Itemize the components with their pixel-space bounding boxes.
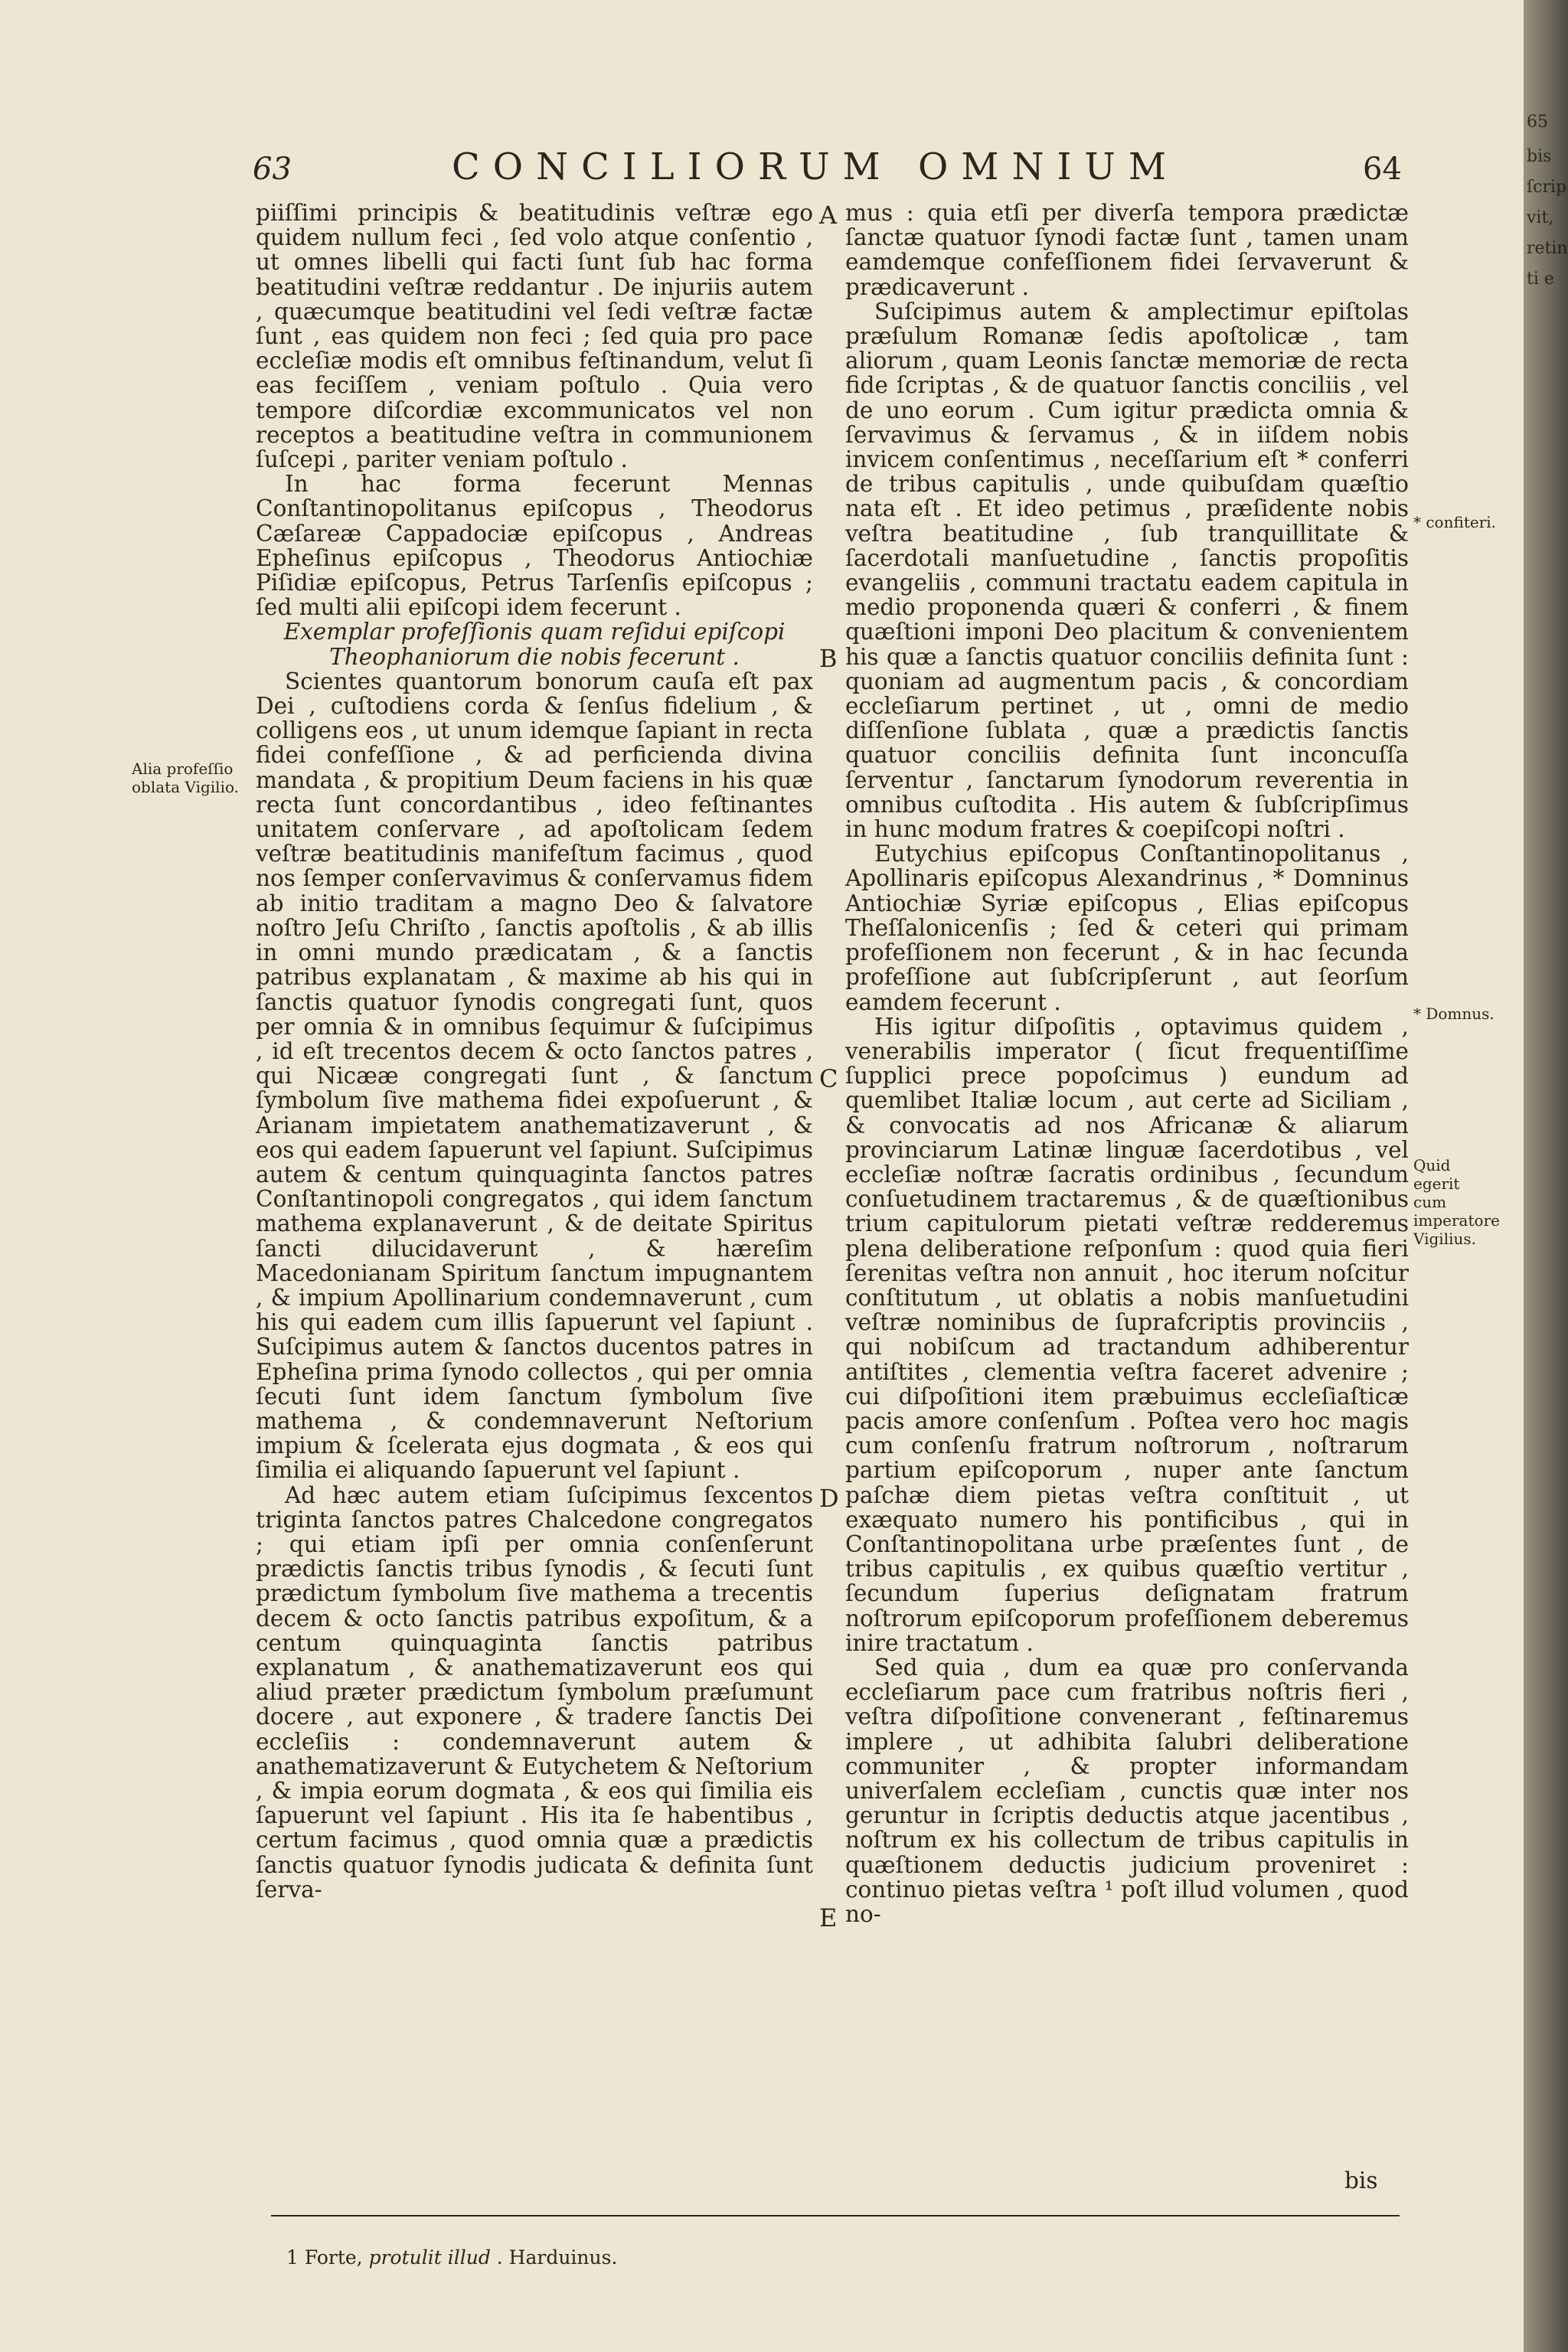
paragraph: His igitur diſpoſitis , optavimus quidem , venerabilis imperator ( ſicut frequentiſſime ſupplici prece popoſcimus ) eundum ad quemlibet Italiæ locum , aut certe ad Siciliam , & convocatis ad nos Africanæ & aliarum provinciarum Latinæ linguæ ſacerdotibus , vel eccleſiæ noſtræ ſacratis ordinibus , ſecundum conſuetudinem tractaremus , & de quæſtionibus trium capitulorum pietati veſtræ redderemus plena deliberatione reſponſum : quod quia fieri ſerenitas veſtra non annuit , hoc iterum noſcitur conſtitutum , ut oblatis a nobis manſuetudini veſtræ nominibus de ſuprafcriptis provinciis , qui nobiſcum ad tractandum adhiberentur antiſtites , clementia veſtra faceret advenire ; cui diſpoſitioni item præbuimus eccleſiaſticæ pacis amore conſenſum . Poſtea vero hoc magis cum conſenſu fratrum noſtrorum , noſtrarum partium epiſcoporum , nuper ante ſanctum paſchæ diem pietas veſtra conſtituit , ut exæquato numero his pontificibus , qui in Conſtantinopolitana urbe præſentes ſunt , de tribus capitulis , ex quibus quæſtio vertitur , ſecundum ſuperius deſignatam fratrum noſtrorum epiſcoporum profeſſionem deberemus inire tractatum . (845, 1013, 1409, 1656)
page-number-left: 63 (253, 152, 292, 187)
margin-note-alia-professio: Alia profeſſio oblata Vigilio. (132, 760, 240, 796)
footnote-italic: protulit illud (368, 2246, 491, 2269)
right-column (845, 201, 1409, 1926)
edge-line: ti e (1527, 270, 1554, 289)
footnote-author: . Harduinus. (496, 2246, 618, 2269)
footnote-rule (271, 2215, 1400, 2216)
section-marker-d: D (819, 1484, 839, 1513)
left-column (256, 201, 813, 1902)
margin-note-quid-egerit: Quid egerit cum imperatore Vigilius. (1413, 1156, 1500, 1248)
section-marker-c: C (819, 1064, 838, 1093)
edge-line: 65 (1527, 113, 1548, 132)
section-marker-a: A (819, 201, 838, 230)
page-header (0, 145, 1524, 191)
section-marker-b: B (819, 644, 838, 673)
paragraph: mus : quia etſi per diverſa tempora prædictæ ſanctæ quatuor ſynodi factæ ſunt , tamen unam eamdemque confeſſionem fidei ſervaverunt & prædicaverunt . (845, 200, 1409, 300)
paragraph: Suſcipimus autem & amplectimur epiſtolas præſulum Romanæ ſedis apoſtolicæ , tam aliorum , quam Leonis ſanctæ memoriæ de recta fide ſcriptas , & de quatuor ſanctis conciliis , vel de uno eorum . Cum igitur prædicta omnia & ſervavimus & ſervamus , & in iiſdem nobis invicem conſentimus , neceſſarium eſt * conferri de tribus capitulis , unde quibuſdam quæſtio nata eſt . Et ideo petimus , præſidente nobis veſtra beatitudine , ſub tranquillitate & ſacerdotali manſuetudine , ſanctis propoſitis evangeliis , communi tractatu eadem capitula in medio proponenda quæri & conferri , & finem quæſtioni imponi Deo placitum & convenientem his quæ a ſanctis quatuor conciliis definita ſunt : quoniam ad augmentum pacis , & concordiam eccleſiarum pertinet , ut , omni de medio diſſenſione ſublata , quæ a prædictis ſanctis quatuor conciliis definita ſunt inconcuſſa ſerventur , ſanctarum ſynodorum reverentia in omnibus cuſtodita . His autem & ſubſcripſimus in hunc modum fratres & coepiſcopi noſtri . (845, 298, 1409, 843)
margin-note-domnus: * Domnus. (1413, 1004, 1494, 1023)
paragraph: piiſſimi principis & beatitudinis veſtræ ego quidem nullum feci , ſed volo atque conſentio , ut omnes libelli qui facti ſunt ſub hac forma beatitudini veſtræ reddantur . De injuriis autem , quæcumque beatitudini vel ſedi veſtræ factæ ſunt , eas quidem non feci ; ſed quia pro pace eccleſiæ modis eſt omnibus feſtinandum, velut ſi eas feciſſem , veniam poſtulo . Quia vero tempore diſcordiæ excommunicatos vel non receptos a beatitudine veſtra in communionem ſuſcepi , pariter veniam poſtulo . (256, 200, 813, 473)
section-heading: Exemplar profeſſionis quam reſidui epiſcopi Theophaniorum die nobis fecerunt . (283, 619, 786, 670)
paragraph: Scientes quantorum bonorum cauſa eſt pax Dei , cuſtodiens corda & ſenſus fidelium , & colligens eos , ut unum idemque ſapiant in recta fidei confeſſione , & ad perficienda divina mandata , & propitium Deum faciens in his quæ recta ſunt concordantibus , ideo feſtinantes unitatem conſervare , ad apoſtolicam ſedem veſtræ beatitudinis manifeſtum facimus , quod nos ſemper conſervavimus & conſervamus fidem ab initio traditam a magno Deo & ſalvatore noſtro Jeſu Chriſto , ſanctis apoſtolis , & ab illis in omni mundo prædicatam , & a ſanctis patribus explanatam , & maxime ab his qui in ſanctis quatuor ſynodis congregati ſunt, quos per omnia & in omnibus ſequimur & ſuſcipimus , id eſt trecentos decem & octo ſanctos patres , qui Nicææ congregati ſunt , & ſanctum ſymbolum ſive mathema fidei expoſuerunt , & Arianam impietatem anathematizaverunt , & eos qui eadem ſapuerunt vel ſapiunt. Suſcipimus autem & centum quinquaginta ſanctos patres Conſtantinopoli congregatos , qui idem ſanctum mathema explanaverunt , & de deitate Spiritus ſancti dilucidaverunt , & hæreſim Macedonianam Spiritum ſanctum impugnantem , & impium Apollinarium condemnaverunt , cum his qui eadem cum illis ſapuerunt vel ſapiunt . Suſcipimus autem & ſanctos ducentos patres in Epheſina prima ſynodo collectos , qui per omnia ſecuti ſunt idem ſanctum ſymbolum ſive mathema , & condemnaverunt Neſtorium impium & ſcelerata ejus dogmata , & eos qui ſimilia ei aliquando ſapuerunt vel ſapiunt . (256, 668, 813, 1484)
footnote-number: 1 (286, 2246, 299, 2269)
catchword: bis (1344, 2167, 1378, 2194)
next-page-edge (1524, 0, 1568, 2352)
footnote (286, 2246, 617, 2269)
edge-line: bis (1527, 147, 1552, 166)
paragraph: Eutychius epiſcopus Conſtantinopolitanus , Apollinaris epiſcopus Alexandrinus , * Domninus Antiochiæ Syriæ epiſcopus , Elias epiſcopus Theſſalonicenſis ; ſed & ceteri qui primam profeſſionem non fecerunt , & in hac ſecunda profeſſione aut ſubſcripſerunt , aut ſeorſum eamdem fecerunt . (845, 841, 1409, 1015)
edge-line: vit, (1527, 208, 1554, 227)
paragraph: Ad hæc autem etiam ſuſcipimus ſexcentos triginta ſanctos patres Chalcedone congregatos ; qui etiam ipſi per omnia conſenſerunt prædictis ſanctis tribus ſynodis , & ſecuti ſunt prædictum ſymbolum ſive mathema a trecentis decem & octo ſanctis patribus expoſitum, & a centum quinquaginta ſanctis patribus explanatum , & anathematizaverunt eos qui aliud præter prædictum ſymbolum præſumunt docere , aut exponere , & tradere ſanctis Dei eccleſiis : condemnaverunt autem & anathematizaverunt & Eutychetem & Neſtorium , & impia eorum dogmata , & eos qui ſimilia eis ſapuerunt vel ſapiunt . His ita ſe habentibus , certum facimus , quod omnia quæ a prædictis ſanctis quatuor ſynodis judicata & definita ſunt ſerva- (256, 1481, 813, 1903)
page-number-right: 64 (1363, 152, 1402, 187)
footnote-text: Forte, (304, 2246, 363, 2269)
edge-line: retin (1527, 239, 1568, 258)
margin-note-confiteri: * confiteri. (1413, 513, 1497, 531)
running-title: CONCILIORUM OMNIUM (452, 145, 1180, 188)
edge-line: ſcrip (1527, 178, 1567, 197)
paragraph: In hac forma fecerunt Mennas Conſtantinopolitanus epiſcopus , Theodorus Cæſareæ Cappadociæ epiſcopus , Andreas Epheſinus epiſcopus , Theodorus Antiochiæ Piſidiæ epiſcopus, Petrus Tarſenſis epiſcopus ; ſed multi alii epiſcopi idem fecerunt . (256, 471, 813, 621)
section-marker-e: E (819, 1903, 838, 1932)
paragraph: Sed quia , dum ea quæ pro conſervanda eccleſiarum pace cum fratribus noſtris fieri , veſtra diſpoſitione convenerant , feſtinaremus implere , ut adhibita ſalubri deliberatione communiter , & propter informandam univerſalem eccleſiam , cunctis quæ inter nos geruntur in ſcriptis deductis atque jacentibus , noſtrum ex his collectum de tribus capitulis in quæſtionem deductis judicium proveniret : continuo pietas veſtra ¹ poſt illud volumen , quod no- (845, 1654, 1409, 1928)
